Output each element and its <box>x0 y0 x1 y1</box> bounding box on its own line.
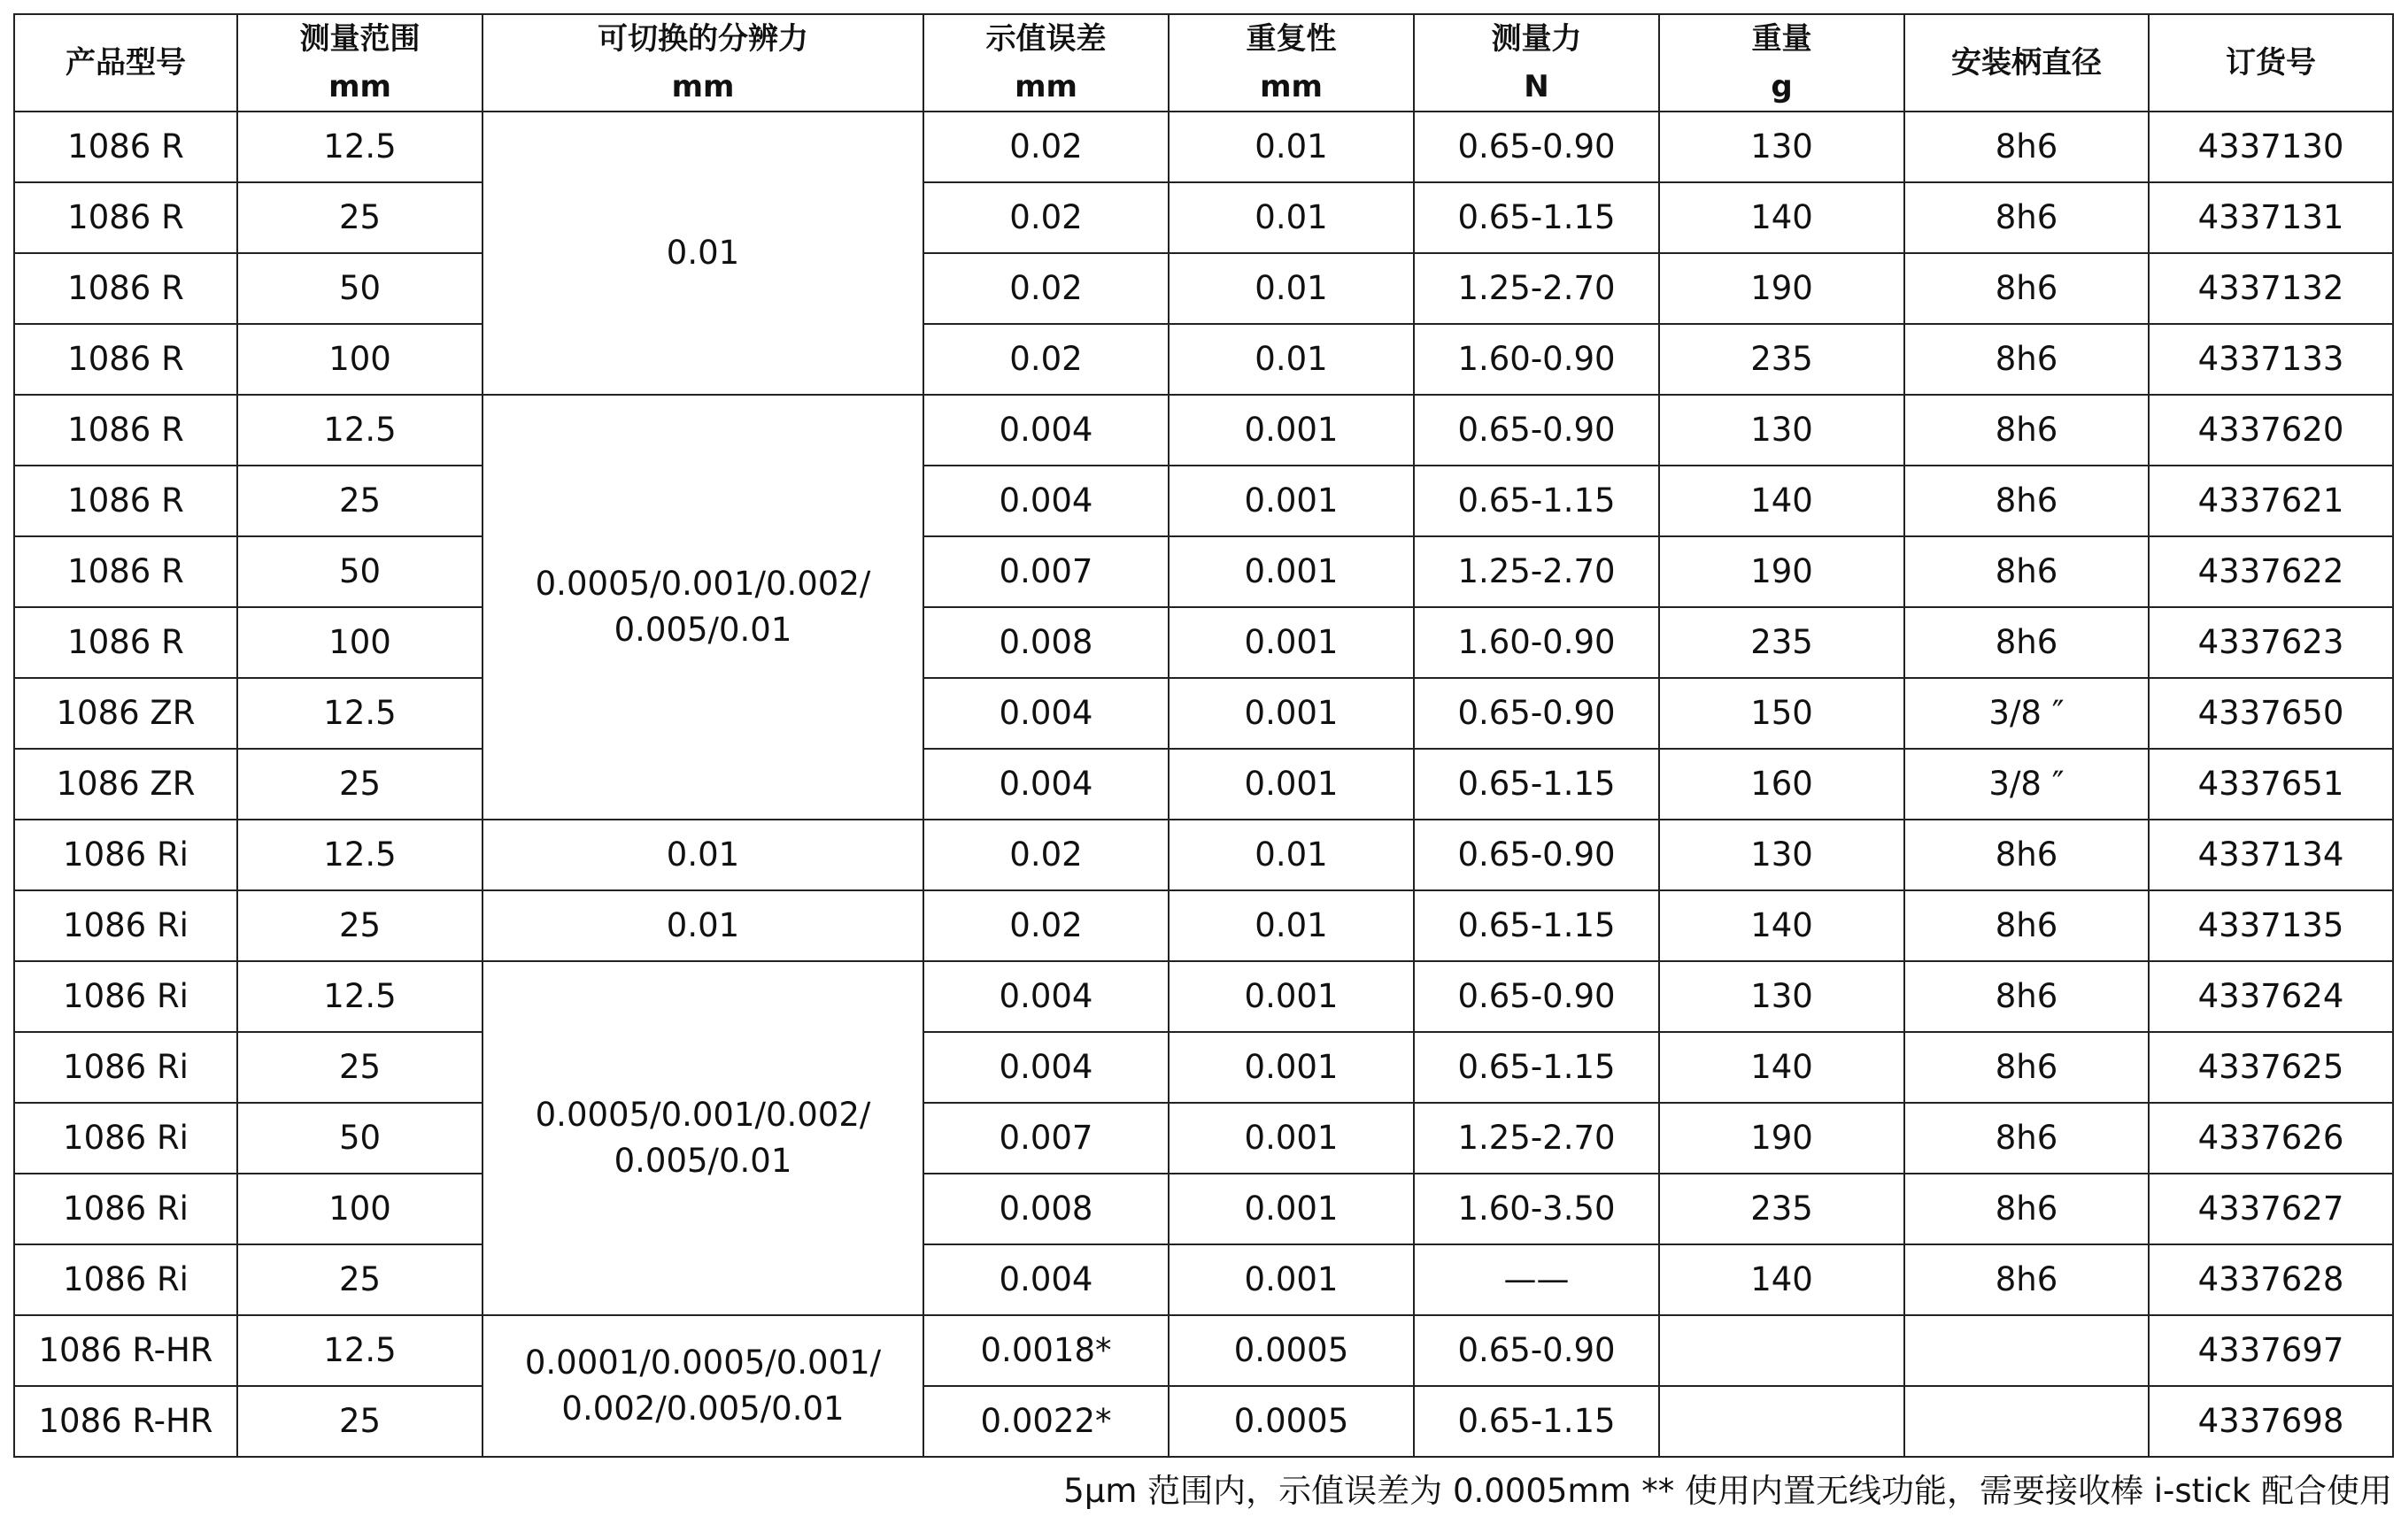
force-cell: 0.65-1.15 <box>1414 890 1659 961</box>
error-cell: 0.004 <box>923 961 1169 1032</box>
table-row <box>14 182 2393 253</box>
force-cell: 0.65-1.15 <box>1414 182 1659 253</box>
resolution-cell <box>483 1315 923 1457</box>
force-cell: 0.65-0.90 <box>1414 678 1659 749</box>
table-row <box>14 820 2393 890</box>
weight-cell: 130 <box>1659 395 1904 466</box>
error-cell: 0.02 <box>923 112 1169 182</box>
model-cell: 1086 Ri <box>14 961 237 1032</box>
error-cell: 0.004 <box>923 1032 1169 1103</box>
shank-cell: 8h6 <box>1904 1032 2149 1103</box>
model-cell: 1086 R <box>14 253 237 324</box>
range-cell: 100 <box>237 607 483 678</box>
weight-cell: 190 <box>1659 1103 1904 1174</box>
resolution-cell <box>483 112 923 395</box>
range-cell: 12.5 <box>237 395 483 466</box>
header-model: 产品型号 <box>14 14 237 112</box>
model-cell: 1086 R <box>14 466 237 536</box>
error-cell: 0.02 <box>923 324 1169 395</box>
table-row <box>14 324 2393 395</box>
range-cell: 25 <box>237 749 483 820</box>
range-cell: 25 <box>237 890 483 961</box>
shank-cell <box>1904 1315 2149 1386</box>
resolution-text: 0.0005/0.001/0.002/ <box>535 1096 871 1134</box>
weight-cell: 140 <box>1659 1244 1904 1315</box>
resolution-cell <box>483 961 923 1315</box>
table-row <box>14 466 2393 536</box>
shank-cell: 8h6 <box>1904 253 2149 324</box>
error-cell: 0.004 <box>923 466 1169 536</box>
table-row <box>14 395 2393 466</box>
header-resolution: 可切换的分辨力 mm <box>483 14 923 112</box>
table-header <box>14 14 2393 112</box>
resolution-text: 0.005/0.01 <box>614 611 792 649</box>
resolution-cell <box>483 820 923 890</box>
force-cell: 0.65-0.90 <box>1414 395 1659 466</box>
table-row <box>14 1032 2393 1103</box>
model-cell: 1086 R <box>14 607 237 678</box>
error-cell: 0.02 <box>923 253 1169 324</box>
model-cell: 1086 R <box>14 536 237 607</box>
order-number-cell: 4337131 <box>2149 182 2393 253</box>
order-number-cell: 4337621 <box>2149 466 2393 536</box>
repeatability-cell: 0.0005 <box>1169 1315 1414 1386</box>
model-cell: 1086 Ri <box>14 820 237 890</box>
footnote: 5μm 范围内，示值误差为 0.0005mm ** 使用内置无线功能，需要接收棒 i-stick 配合使用 <box>1063 1472 2392 1510</box>
order-number-cell: 4337625 <box>2149 1032 2393 1103</box>
force-cell: 0.65-1.15 <box>1414 466 1659 536</box>
order-number-cell: 4337130 <box>2149 112 2393 182</box>
order-number-cell: 4337620 <box>2149 395 2393 466</box>
force-cell: 0.65-0.90 <box>1414 1315 1659 1386</box>
weight-cell: 235 <box>1659 1174 1904 1244</box>
order-number-cell: 4337622 <box>2149 536 2393 607</box>
model-cell: 1086 Ri <box>14 890 237 961</box>
range-cell: 12.5 <box>237 112 483 182</box>
range-cell: 50 <box>237 1103 483 1174</box>
repeatability-cell: 0.01 <box>1169 820 1414 890</box>
table-row <box>14 678 2393 749</box>
error-cell: 0.008 <box>923 607 1169 678</box>
repeatability-cell: 0.01 <box>1169 112 1414 182</box>
order-number-cell: 4337697 <box>2149 1315 2393 1386</box>
error-cell: 0.007 <box>923 1103 1169 1174</box>
repeatability-cell: 0.001 <box>1169 749 1414 820</box>
weight-cell: 130 <box>1659 820 1904 890</box>
shank-cell: 8h6 <box>1904 1103 2149 1174</box>
repeatability-cell: 0.01 <box>1169 182 1414 253</box>
repeatability-cell: 0.01 <box>1169 253 1414 324</box>
order-number-cell: 4337628 <box>2149 1244 2393 1315</box>
shank-cell: 8h6 <box>1904 890 2149 961</box>
table-row <box>14 749 2393 820</box>
shank-cell: 8h6 <box>1904 466 2149 536</box>
weight-cell <box>1659 1386 1904 1457</box>
resolution-text: 0.01 <box>666 835 740 874</box>
range-cell: 12.5 <box>237 961 483 1032</box>
range-cell: 25 <box>237 1386 483 1457</box>
resolution-text: 0.005/0.01 <box>614 1142 792 1180</box>
table-row <box>14 1244 2393 1315</box>
range-cell: 50 <box>237 536 483 607</box>
repeatability-cell: 0.001 <box>1169 1174 1414 1244</box>
product-spec-table <box>13 13 2394 1458</box>
model-cell: 1086 Ri <box>14 1103 237 1174</box>
repeatability-cell: 0.001 <box>1169 1244 1414 1315</box>
range-cell: 12.5 <box>237 678 483 749</box>
error-cell: 0.007 <box>923 536 1169 607</box>
order-number-cell: 4337135 <box>2149 890 2393 961</box>
weight-cell: 160 <box>1659 749 1904 820</box>
weight-cell: 140 <box>1659 1032 1904 1103</box>
header-order-number: 订货号 <box>2149 14 2393 112</box>
range-cell: 25 <box>237 1032 483 1103</box>
shank-cell: 8h6 <box>1904 961 2149 1032</box>
error-cell: 0.004 <box>923 1244 1169 1315</box>
order-number-cell: 4337698 <box>2149 1386 2393 1457</box>
table-row <box>14 1386 2393 1457</box>
weight-cell: 140 <box>1659 182 1904 253</box>
shank-cell: 8h6 <box>1904 112 2149 182</box>
range-cell: 25 <box>237 1244 483 1315</box>
table-row <box>14 1174 2393 1244</box>
force-cell: 1.25-2.70 <box>1414 536 1659 607</box>
weight-cell: 235 <box>1659 607 1904 678</box>
order-number-cell: 4337623 <box>2149 607 2393 678</box>
model-cell: 1086 Ri <box>14 1174 237 1244</box>
order-number-cell: 4337132 <box>2149 253 2393 324</box>
model-cell: 1086 Ri <box>14 1244 237 1315</box>
model-cell: 1086 R-HR <box>14 1315 237 1386</box>
resolution-cell <box>483 395 923 820</box>
model-cell: 1086 Ri <box>14 1032 237 1103</box>
repeatability-cell: 0.0005 <box>1169 1386 1414 1457</box>
force-cell: 1.25-2.70 <box>1414 253 1659 324</box>
error-cell: 0.02 <box>923 890 1169 961</box>
model-cell: 1086 R <box>14 324 237 395</box>
shank-cell: 8h6 <box>1904 820 2149 890</box>
range-cell: 12.5 <box>237 1315 483 1386</box>
header-force: 测量力 N <box>1414 14 1659 112</box>
resolution-text: 0.01 <box>666 906 740 944</box>
error-cell: 0.02 <box>923 182 1169 253</box>
table-row <box>14 1103 2393 1174</box>
force-cell: 0.65-0.90 <box>1414 112 1659 182</box>
error-cell: 0.004 <box>923 678 1169 749</box>
table-row <box>14 112 2393 182</box>
weight-cell: 130 <box>1659 112 1904 182</box>
range-cell: 25 <box>237 466 483 536</box>
order-number-cell: 4337650 <box>2149 678 2393 749</box>
resolution-text: 0.0001/0.0005/0.001/ <box>524 1344 882 1382</box>
table-row <box>14 607 2393 678</box>
model-cell: 1086 R <box>14 395 237 466</box>
header-row <box>14 14 2393 112</box>
error-cell: 0.008 <box>923 1174 1169 1244</box>
model-cell: 1086 ZR <box>14 678 237 749</box>
table-row <box>14 1315 2393 1386</box>
force-cell: 0.65-1.15 <box>1414 749 1659 820</box>
table-row <box>14 961 2393 1032</box>
weight-cell: 235 <box>1659 324 1904 395</box>
order-number-cell: 4337134 <box>2149 820 2393 890</box>
range-cell: 50 <box>237 253 483 324</box>
resolution-text: 0.01 <box>666 234 740 272</box>
weight-cell <box>1659 1315 1904 1386</box>
error-cell: 0.02 <box>923 820 1169 890</box>
repeatability-cell: 0.001 <box>1169 1032 1414 1103</box>
header-error: 示值误差 mm <box>923 14 1169 112</box>
order-number-cell: 4337133 <box>2149 324 2393 395</box>
resolution-text: 0.002/0.005/0.01 <box>561 1390 845 1428</box>
repeatability-cell: 0.01 <box>1169 890 1414 961</box>
repeatability-cell: 0.001 <box>1169 466 1414 536</box>
weight-cell: 190 <box>1659 253 1904 324</box>
table-row <box>14 253 2393 324</box>
force-cell: 1.25-2.70 <box>1414 1103 1659 1174</box>
force-cell: 0.65-0.90 <box>1414 820 1659 890</box>
weight-cell: 140 <box>1659 466 1904 536</box>
range-cell: 12.5 <box>237 820 483 890</box>
shank-cell: 8h6 <box>1904 324 2149 395</box>
error-cell: 0.004 <box>923 749 1169 820</box>
header-shank: 安装柄直径 <box>1904 14 2149 112</box>
table-row <box>14 536 2393 607</box>
order-number-cell: 4337624 <box>2149 961 2393 1032</box>
repeatability-cell: 0.001 <box>1169 678 1414 749</box>
order-number-cell: 4337626 <box>2149 1103 2393 1174</box>
weight-cell: 130 <box>1659 961 1904 1032</box>
weight-cell: 140 <box>1659 890 1904 961</box>
shank-cell: 8h6 <box>1904 395 2149 466</box>
range-cell: 25 <box>237 182 483 253</box>
shank-cell: 8h6 <box>1904 607 2149 678</box>
shank-cell: 8h6 <box>1904 1174 2149 1244</box>
repeatability-cell: 0.001 <box>1169 1103 1414 1174</box>
order-number-cell: 4337651 <box>2149 749 2393 820</box>
weight-cell: 190 <box>1659 536 1904 607</box>
shank-cell <box>1904 1386 2149 1457</box>
force-cell: 0.65-1.15 <box>1414 1032 1659 1103</box>
range-cell: 100 <box>237 324 483 395</box>
repeatability-cell: 0.01 <box>1169 324 1414 395</box>
repeatability-cell: 0.001 <box>1169 395 1414 466</box>
force-cell: —— <box>1414 1244 1659 1315</box>
error-cell: 0.0022* <box>923 1386 1169 1457</box>
error-cell: 0.0018* <box>923 1315 1169 1386</box>
model-cell: 1086 R <box>14 112 237 182</box>
shank-cell: 8h6 <box>1904 536 2149 607</box>
resolution-cell <box>483 890 923 961</box>
error-cell: 0.004 <box>923 395 1169 466</box>
force-cell: 1.60-0.90 <box>1414 324 1659 395</box>
shank-cell: 3/8 ″ <box>1904 678 2149 749</box>
range-cell: 100 <box>237 1174 483 1244</box>
order-number-cell: 4337627 <box>2149 1174 2393 1244</box>
force-cell: 1.60-0.90 <box>1414 607 1659 678</box>
force-cell: 0.65-0.90 <box>1414 961 1659 1032</box>
model-cell: 1086 R-HR <box>14 1386 237 1457</box>
force-cell: 1.60-3.50 <box>1414 1174 1659 1244</box>
resolution-text: 0.0005/0.001/0.002/ <box>535 565 871 603</box>
model-cell: 1086 R <box>14 182 237 253</box>
force-cell: 0.65-1.15 <box>1414 1386 1659 1457</box>
repeatability-cell: 0.001 <box>1169 607 1414 678</box>
header-repeatability: 重复性 mm <box>1169 14 1414 112</box>
shank-cell: 8h6 <box>1904 182 2149 253</box>
header-weight: 重量 g <box>1659 14 1904 112</box>
shank-cell: 3/8 ″ <box>1904 749 2149 820</box>
model-cell: 1086 ZR <box>14 749 237 820</box>
table-body <box>14 112 2393 1457</box>
table-row <box>14 890 2393 961</box>
header-range: 测量范围 mm <box>237 14 483 112</box>
shank-cell: 8h6 <box>1904 1244 2149 1315</box>
repeatability-cell: 0.001 <box>1169 961 1414 1032</box>
repeatability-cell: 0.001 <box>1169 536 1414 607</box>
weight-cell: 150 <box>1659 678 1904 749</box>
